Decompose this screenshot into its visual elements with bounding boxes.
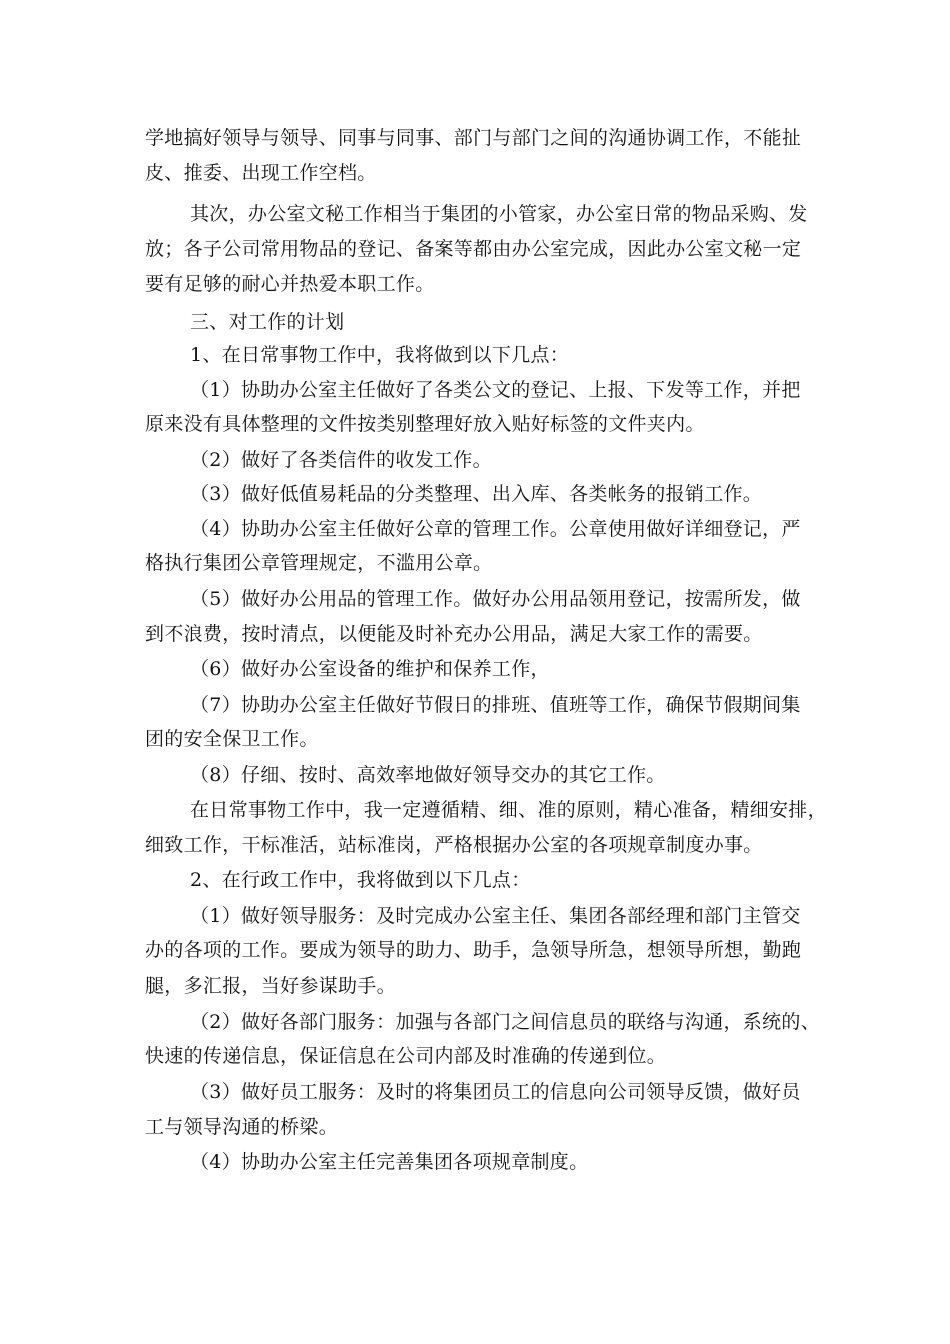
text-line: （6）做好办公室设备的维护和保养工作，	[190, 658, 550, 680]
subsection-heading: 2、在行政工作中，我将做到以下几点：	[190, 869, 531, 891]
subsection-heading: 1、在日常事物工作中，我将做到以下几点：	[190, 344, 570, 366]
text-line: 工与领导沟通的桥梁。	[145, 1116, 339, 1138]
text-line: 到不浪费，按时清点，以便能及时补充办公用品，满足大家工作的需要。	[145, 623, 763, 645]
text-line: 原来没有具体整理的文件按类别整理好放入贴好标签的文件夹内。	[145, 413, 705, 435]
text-line: （4）协助办公室主任做好公章的管理工作。公章使用做好详细登记，严	[190, 518, 801, 540]
text-line: 快速的传递信息，保证信息在公司内部及时准确的传递到位。	[145, 1045, 667, 1067]
section-heading: 三、对工作的计划	[190, 311, 345, 333]
text-line: （3）做好员工服务：及时的将集团员工的信息向公司领导反馈，做好员	[190, 1081, 801, 1103]
text-line: 皮、推委、出现工作空档。	[145, 162, 377, 184]
text-line: （2）做好各部门服务：加强与各部门之间信息员的联络与沟通，系统的、	[190, 1011, 820, 1033]
text-line: （3）做好低值易耗品的分类整理、出入库、各类帐务的报销工作。	[190, 483, 763, 505]
text-line: （1）做好领导服务：及时完成办公室主任、集团各部经理和部门主管交	[190, 905, 801, 927]
text-line: 办的各项的工作。要成为领导的助力、助手，急领导所急，想领导所想，勤跑	[145, 939, 802, 961]
text-line: 格执行集团公章管理规定，不滥用公章。	[145, 552, 493, 574]
text-line: （4）协助办公室主任完善集团各项规章制度。	[190, 1151, 589, 1173]
text-line: （2）做好了各类信件的收发工作。	[190, 449, 492, 471]
text-line: （7）协助办公室主任做好节假日的排班、值班等工作，确保节假期间集	[190, 694, 801, 716]
text-line: 团的安全保卫工作。	[145, 728, 319, 750]
text-line: 腿，多汇报，当好参谋助手。	[145, 975, 396, 997]
text-line: （5）做好办公用品的管理工作。做好办公用品领用登记，按需所发，做	[190, 588, 801, 610]
text-line: 放；各子公司常用物品的登记、备案等都由办公室完成，因此办公室文秘一定	[145, 238, 802, 260]
text-line: （8）仔细、按时、高效率地做好领导交办的其它工作。	[190, 764, 666, 786]
text-line: 要有足够的耐心并热爱本职工作。	[145, 273, 435, 295]
text-line: 学地搞好领导与领导、同事与同事、部门与部门之间的沟通协调工作，不能扯	[145, 127, 802, 149]
text-line: 其次，办公室文秘工作相当于集团的小管家，办公室日常的物品采购、发	[190, 203, 808, 225]
text-line: 细致工作，干标准活，站标准岗，严格根据办公室的各项规章制度办事。	[145, 834, 763, 856]
text-line: （1）协助办公室主任做好了各类公文的登记、上报、下发等工作，并把	[190, 379, 801, 401]
text-line: 在日常事物工作中，我一定遵循精、细、准的原则，精心准备，精细安排，	[190, 799, 827, 821]
